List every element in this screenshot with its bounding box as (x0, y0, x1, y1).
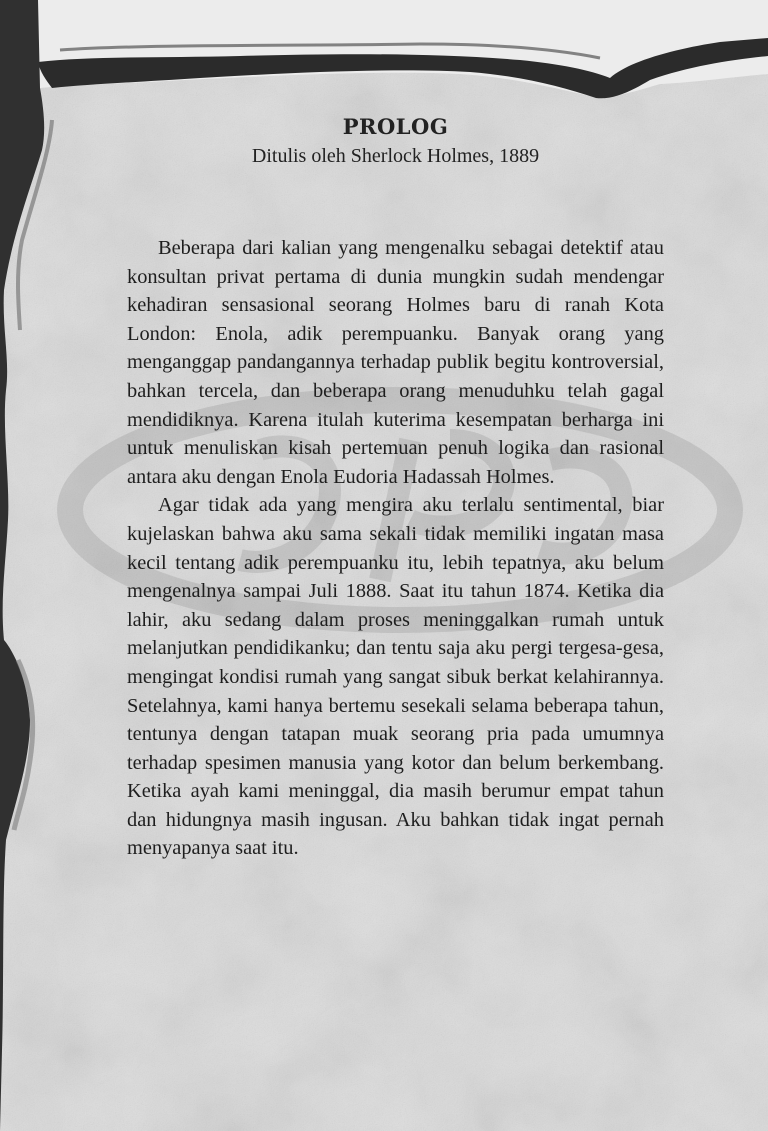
paragraph: Agar tidak ada yang mengira aku terlalu sentimental, biar kujelaskan bahwa aku sama sekali tidak memiliki ingatan masa kecil tentang adik perempuanku itu, lebih tepatnya, aku belum mengenalnya sampai Juli 1888. Saat itu tahun 1874. Ketika dia lahir, aku sedang dalam proses meninggalkan rumah untuk melanjutkan pendidikanku; dan tentu saja aku pergi tergesa-gesa, mengingat kondisi rumah yang sangat sibuk berkat kelahirannya. Setelahnya, kami hanya bertemu sesekali selama beberapa tahun, tentunya dengan tatapan muak seorang pria pada umumnya terhadap spesimen manusia yang kotor dan belum berkembang. Ketika ayah kami meninggal, dia masih berumur empat tahun dan hidungnya masih ingusan. Aku bahkan tidak ingat pernah menyapanya saat itu. (127, 494, 664, 860)
chapter-subtitle: Ditulis oleh Sherlock Holmes, 1889 (251, 145, 540, 167)
prologue-body (127, 234, 664, 863)
chapter-title: PROLOG (342, 114, 449, 139)
prologue-section (127, 112, 664, 863)
paragraph: Beberapa dari kalian yang mengenalku sebagai detektif atau konsultan privat pertama di dunia mungkin sudah mendengar kehadiran sensasional seorang Holmes baru di ranah Kota London: Enola, adik perempuanku. Banyak orang yang menganggap pandangannya terhadap publik begitu kontroversial, bahkan tercela, dan beberapa orang menuduhku telah gagal mendidiknya. Karena itulah kuterima kesempatan berharga ini untuk menuliskan kisah pertemuan penuh logika dan rasional antara aku dengan Enola Eudoria Hadassah Holmes. (127, 237, 664, 488)
